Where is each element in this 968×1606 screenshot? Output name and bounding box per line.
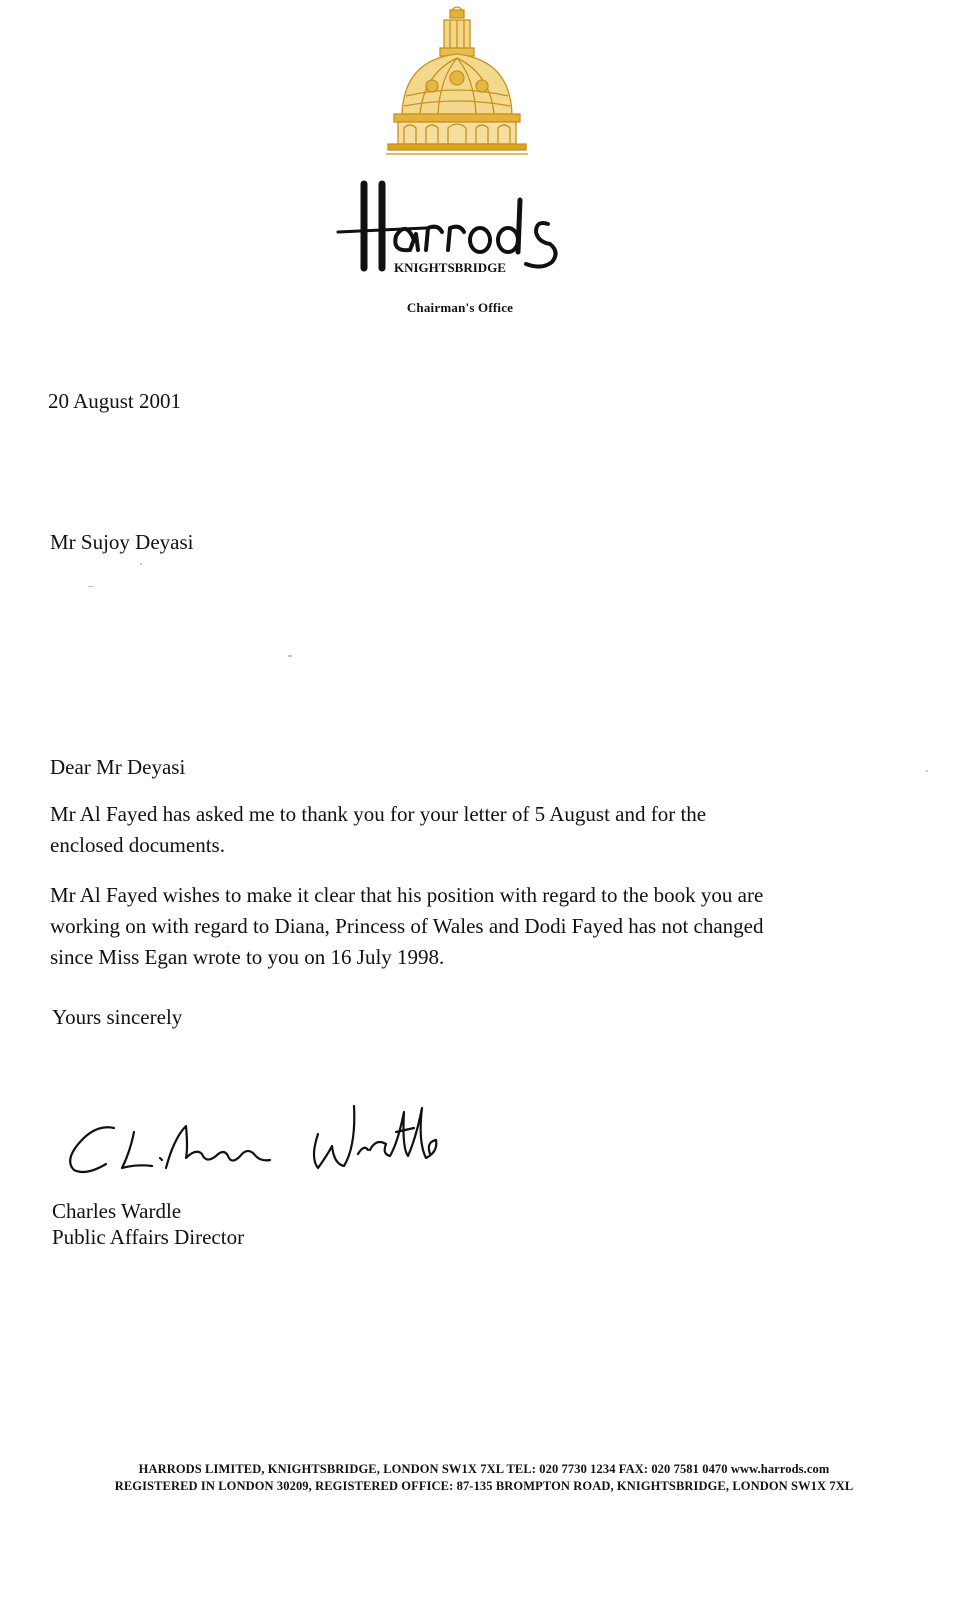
footer-contact-line: HARRODS LIMITED, KNIGHTSBRIDGE, LONDON SW1X 7XL TEL: 020 7730 1234 FAX: 020 7581 0470 www.harrods.com [138, 1462, 830, 1476]
salutation: Dear Mr Deyasi [50, 755, 186, 779]
scan-speck [140, 563, 142, 565]
scan-speck [926, 770, 928, 772]
paragraph-line: Mr Al Fayed has asked me to thank you for your letter of 5 August and for the [50, 802, 707, 826]
handwritten-signature [56, 1098, 476, 1190]
body-paragraph-2 [50, 880, 764, 973]
paragraph-line: enclosed documents. [50, 833, 225, 857]
scan-speck [88, 586, 93, 587]
paragraph-line: Mr Al Fayed wishes to make it clear that his position with regard to the book you are [50, 883, 764, 907]
wordmark-sub: KNIGHTSBRIDGE [394, 260, 506, 275]
harrods-dome-logo [382, 4, 532, 160]
harrods-wordmark-logo [330, 180, 580, 276]
recipient-name: Mr Sujoy Deyasi [50, 530, 194, 554]
paragraph-line: working on with regard to Diana, Princess of Wales and Dodi Fayed has not changed [50, 914, 764, 938]
body-paragraph-1 [50, 799, 706, 861]
letter-date: 20 August 2001 [48, 389, 182, 413]
paragraph-line: since Miss Egan wrote to you on 16 July 1998. [50, 945, 445, 969]
scan-speck [288, 655, 292, 657]
signer-title: Public Affairs Director [52, 1225, 245, 1249]
signer-name: Charles Wardle [52, 1199, 182, 1223]
closing: Yours sincerely [52, 1005, 183, 1029]
footer-registration-line: REGISTERED IN LONDON 30209, REGISTERED OFFICE: 87-135 BROMPTON ROAD, KNIGHTSBRIDGE, LONDON SW1X 7XL [114, 1479, 854, 1493]
office-subtitle: Chairman's Office [406, 300, 514, 315]
